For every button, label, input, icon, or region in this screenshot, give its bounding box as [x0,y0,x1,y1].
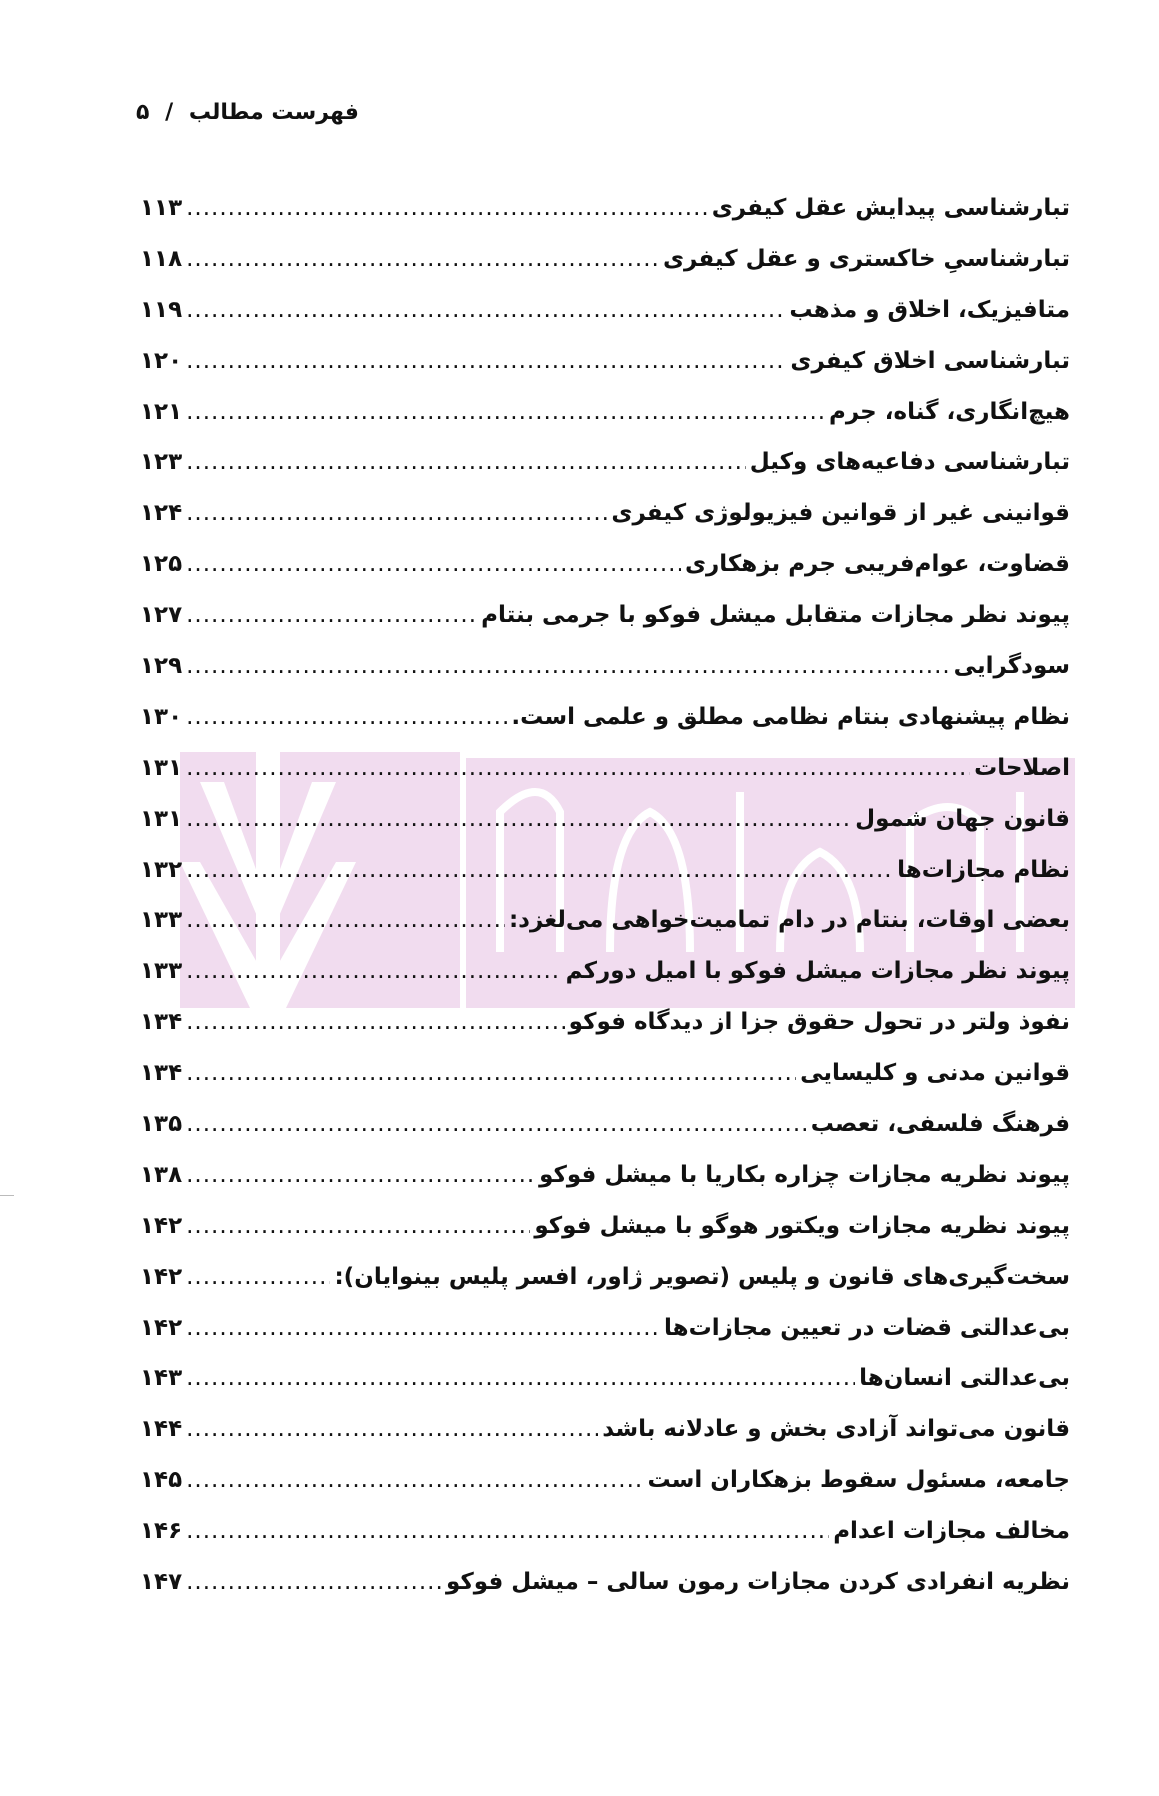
toc-entry[interactable] [140,1569,1070,1620]
header-page-number: ۵ [136,100,150,125]
toc-entry-title: نظام پیشنهادی بنتام نظامی مطلق و علمی است. [511,703,1070,730]
toc-entry[interactable] [140,958,1070,1009]
dot-leader [186,449,746,475]
toc-entry-title: قضاوت، عوام‌فریبی جرم بزهکاری [684,551,1070,578]
toc-entry-page: ۱۴۲ [140,1212,183,1239]
toc-entry-page: ۱۴۵ [140,1467,183,1494]
toc-entry-page: ۱۳۲ [140,856,183,883]
toc-entry-page: ۱۳۳ [140,958,183,985]
toc-entry-title: بعضی اوقات، بنتام در دام تمامیت‌خواهی می‌لغزد: [508,907,1070,934]
dot-leader [186,907,505,933]
toc-entry-title: پیوند نظر مجازات میشل فوکو با امیل دورکم [565,958,1070,985]
dot-leader [186,806,851,832]
toc-entry-title: قانون می‌تواند آزادی بخش و عادلانه باشد [602,1416,1070,1443]
dot-leader [186,1111,807,1137]
dot-leader [186,1416,598,1442]
toc-entry-title: تبارشناسی اخلاق کیفری [790,347,1070,374]
dot-leader [186,1569,442,1595]
toc-entry-page: ۱۲۳ [140,449,183,476]
toc-entry-page: ۱۱۸ [140,245,183,272]
toc-entry[interactable] [140,1213,1070,1264]
toc-entry-title: تبارشناسی پیدایش عقل کیفری [711,195,1070,221]
dot-leader [186,1162,535,1188]
toc-entry-title: پیوند نظر مجازات متقابل میشل فوکو با جرمی بنتام [481,602,1070,629]
toc-entry-title: قوانین مدنی و کلیسایی [800,1060,1070,1087]
toc-entry-title: فرهنگ فلسفی، تعصب [810,1111,1070,1138]
toc-entry-title: نظریه انفرادی کردن مجازات رمون سالی – میشل فوکو [446,1569,1070,1596]
dot-leader [186,1365,855,1391]
toc-entry[interactable] [140,1009,1070,1060]
toc-entry[interactable] [140,1518,1070,1569]
toc-entry[interactable] [140,1162,1070,1213]
dot-leader [186,602,477,628]
dot-leader [186,195,708,221]
toc-entry-page: ۱۳۱ [140,805,183,832]
dot-leader [186,1467,643,1493]
running-header [136,100,536,125]
dot-leader [186,1518,829,1544]
toc-entry[interactable] [140,1111,1070,1162]
toc-entry-page: ۱۴۶ [140,1518,183,1545]
toc-entry-title: نفوذ ولتر در تحول حقوق جزا از دیدگاه فوکو [568,1009,1070,1036]
toc-entry-title: سخت‌گیری‌های قانون و پلیس (تصویر ژاور، افسر پلیس بینوایان): [334,1263,1070,1290]
toc-entry-title: سودگرایی [953,653,1070,680]
toc-entry[interactable] [140,907,1070,958]
toc-entry-page: ۱۳۵ [140,1111,183,1138]
toc-entry-page: ۱۴۳ [140,1365,183,1392]
toc-entry-page: ۱۳۴ [140,1060,183,1087]
toc-entry-page: ۱۳۳ [140,907,183,934]
toc-entry-page: ۱۴۷ [140,1569,183,1596]
toc-entry[interactable] [140,1060,1070,1111]
dot-leader [186,1213,530,1239]
toc-entry-page: ۱۳۱ [140,754,183,781]
toc-entry-page: ۱۲۴ [140,500,183,527]
toc-entry[interactable] [140,297,1070,348]
dot-leader [186,958,562,984]
toc-entry[interactable] [140,500,1070,551]
toc-entry-title: پیوند نظریه مجازات ویکتور هوگو با میشل فوکو [534,1212,1070,1239]
dot-leader [186,1315,660,1341]
toc-entry[interactable] [140,1315,1070,1366]
scan-edge-mark [0,1195,14,1196]
toc-entry-page: ۱۳۸ [140,1161,183,1188]
dot-leader [186,755,970,781]
toc-entry[interactable] [140,1416,1070,1467]
toc-entry-title: تبارشناسیِ خاکستری و عقل کیفری [662,245,1070,272]
dot-leader [186,653,950,679]
dot-leader [186,246,659,272]
toc-entry[interactable] [140,755,1070,806]
toc-entry[interactable] [140,551,1070,602]
toc-entry-title: هیچ‌انگاری، گناه، جرم [829,398,1070,425]
dot-leader [186,399,825,425]
toc-entry-title: نظام مجازات‌ها [897,856,1070,883]
dot-leader [186,551,681,577]
toc-entry-page: ۱۲۵ [140,551,183,578]
toc-entry[interactable] [140,806,1070,857]
toc-entry-page: ۱۱۹ [140,296,183,323]
toc-entry-title: بی‌عدالتی قضات در تعیین مجازات‌ها [664,1314,1070,1341]
dot-leader [186,1264,330,1290]
toc-entry[interactable] [140,653,1070,704]
toc-entry-title: قانون جهان شمول [855,805,1070,832]
toc-entry[interactable] [140,1365,1070,1416]
toc-entry-title: مخالف مجازات اعدام [833,1518,1070,1545]
toc-entry-page: ۱۲۷ [140,602,183,629]
toc-entry-title: جامعه، مسئول سقوط بزهکاران است [647,1467,1070,1494]
header-title: فهرست مطالب [188,100,359,125]
dot-leader [186,1060,796,1086]
toc-entry-title: متافیزیک، اخلاق و مذهب [789,296,1070,323]
dot-leader [186,348,786,374]
toc-entry[interactable] [140,195,1070,246]
toc-entry[interactable] [140,348,1070,399]
toc-entry-title: تبارشناسی دفاعیه‌های وکیل [749,449,1070,476]
toc-entry-title: پیوند نظریه مجازات چزاره بکاریا با میشل فوکو [539,1161,1070,1188]
toc-entry[interactable] [140,1467,1070,1518]
toc-entry[interactable] [140,246,1070,297]
table-of-contents [140,195,1070,1620]
header-separator: / [165,100,174,125]
dot-leader [186,1009,565,1035]
toc-entry-page: ۱۴۲ [140,1263,183,1290]
toc-entry-page: ۱۲۱ [140,398,183,425]
toc-entry-page: ۱۲۰ [140,347,183,374]
dot-leader [186,704,507,730]
toc-entry-page: ۱۴۲ [140,1314,183,1341]
dot-leader [186,500,607,526]
toc-entry[interactable] [140,1264,1070,1315]
toc-entry[interactable] [140,704,1070,755]
dot-leader [186,857,893,883]
toc-entry[interactable] [140,602,1070,653]
toc-entry-page: ۱۳۴ [140,1009,183,1036]
toc-entry[interactable] [140,399,1070,450]
toc-entry-title: بی‌عدالتی انسان‌ها [859,1365,1070,1392]
toc-entry[interactable] [140,857,1070,908]
toc-entry-page: ۱۳۰ [140,703,183,730]
toc-entry[interactable] [140,449,1070,500]
toc-entry-page: ۱۴۴ [140,1416,183,1443]
toc-entry-page: ۱۱۳ [140,195,183,221]
toc-entry-title: اصلاحات [974,754,1070,781]
toc-entry-title: قوانینی غیر از قوانین فیزیولوژی کیفری [611,500,1070,527]
toc-entry-page: ۱۲۹ [140,653,183,680]
dot-leader [186,297,785,323]
